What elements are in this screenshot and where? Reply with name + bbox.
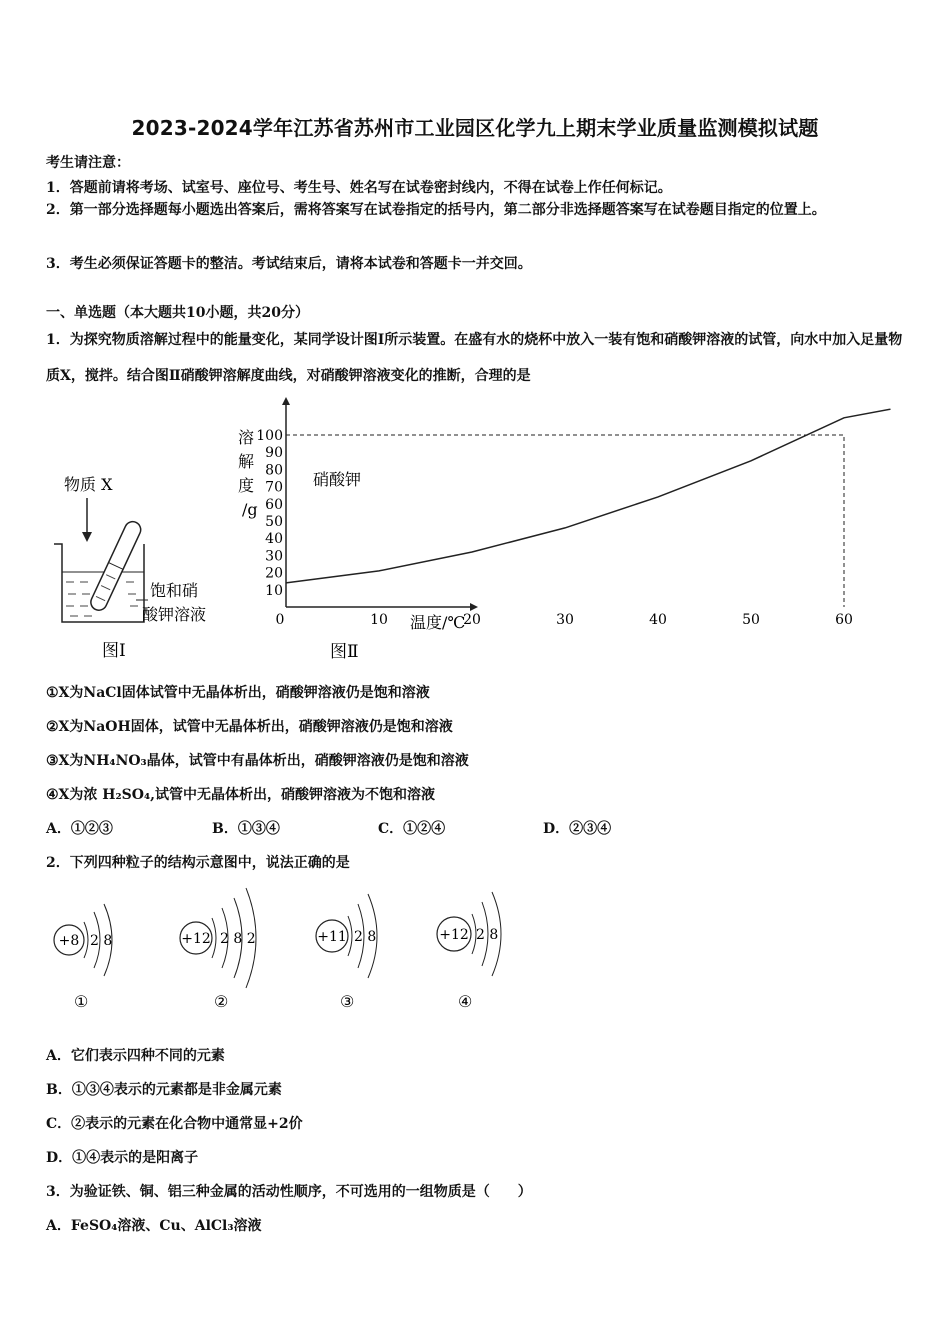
- guide-line-60-100: [286, 435, 844, 607]
- particle-2-shells: 2 8 2: [220, 931, 256, 947]
- particle-3-label: ③: [340, 992, 355, 1011]
- q1-option-a[interactable]: A．①②③: [46, 821, 113, 837]
- solution-label-line2: 酸钾溶液: [142, 605, 207, 624]
- figure-2-caption: 图Ⅱ: [330, 642, 359, 662]
- q2-option-d[interactable]: D．①④表示的是阳离子: [46, 1150, 199, 1166]
- y-axis-label-char: 解: [238, 452, 255, 471]
- figure-1-apparatus: [40, 460, 240, 660]
- y-tick-label: 80: [265, 462, 283, 479]
- particle-4: [437, 892, 501, 1011]
- x-axis-label: 温度/℃: [410, 613, 466, 632]
- notice-heading: 考生请注意：: [46, 155, 130, 171]
- page-title: 2023-2024学年江苏省苏州市工业园区化学九上期末学业质量监测模拟试题: [131, 116, 819, 140]
- q1-option-b[interactable]: B．①③④: [212, 821, 280, 837]
- y-tick-label: 60: [265, 496, 283, 513]
- particle-3: [316, 894, 377, 1011]
- curve-label: 硝酸钾: [313, 470, 362, 489]
- q2-option-a[interactable]: A．它们表示四种不同的元素: [46, 1048, 225, 1064]
- notice-item-3: 3．考生必须保证答题卡的整洁。考试结束后，请将本试卷和答题卡一并交回。: [46, 256, 532, 272]
- solubility-chart: [230, 395, 853, 663]
- particle-4-nucleus: +12: [439, 927, 469, 943]
- q1-option-d[interactable]: D．②③④: [543, 821, 612, 837]
- y-tick-label: 90: [265, 445, 283, 462]
- particle-1: [54, 904, 112, 1011]
- particle-4-label: ④: [458, 992, 473, 1011]
- y-tick-label: 50: [265, 514, 283, 530]
- particle-3-shells: 2 8: [354, 929, 377, 945]
- particle-2-label: ②: [214, 992, 229, 1011]
- y-axis-arrow-icon: [282, 397, 290, 405]
- x-tick-label: 30: [556, 612, 574, 628]
- notice-item-2: 2．第一部分选择题每小题选出答案后，需将答案写在试卷指定的括号内，第二部分非选择题答案写在试卷题目指定的位置上。: [46, 202, 826, 218]
- q1-option-c[interactable]: C．①②④: [378, 821, 446, 837]
- y-tick-label: 70: [265, 479, 283, 496]
- y-tick-label: 10: [265, 582, 283, 599]
- q1-statement-1: ①X为NaCl固体试管中无晶体析出，硝酸钾溶液仍是饱和溶液: [46, 685, 430, 701]
- arrowhead-icon: [82, 532, 92, 542]
- figure-1-caption: 图Ⅰ: [102, 641, 126, 661]
- particle-1-label: ①: [74, 992, 89, 1011]
- particle-2: [180, 888, 256, 1011]
- x-tick-label: 50: [742, 612, 760, 628]
- x-tick-label: 0: [275, 612, 285, 628]
- particle-3-nucleus: +11: [317, 929, 347, 945]
- q1-stem: 1．为探究物质溶解过程中的能量变化，某同学设计图Ⅰ所示装置。在盛有水的烧杯中放入一装有饱和硝酸钾溶液的试管，向水中加入足量物质X，搅拌。结合图Ⅱ硝酸钾溶解度曲线，对硝酸钾溶液变化的推断，合理的是: [46, 332, 903, 384]
- y-tick-label: 40: [265, 531, 283, 548]
- test-tube-icon: [88, 519, 143, 613]
- y-axis-label-char: 度: [238, 476, 255, 495]
- q2-option-c[interactable]: C．②表示的元素在化合物中通常显+2价: [46, 1116, 303, 1132]
- q3-option-a[interactable]: A．FeSO₄溶液、Cu、AlCl₃溶液: [46, 1218, 262, 1234]
- particle-2-nucleus: +12: [181, 931, 211, 947]
- x-tick-label: 60: [835, 612, 853, 628]
- substance-x-label: 物质 X: [64, 475, 113, 494]
- notice-item-1: 1．答题前请将考场、试室号、座位号、考生号、姓名写在试卷密封线内，不得在试卷上作任何标记。: [46, 180, 672, 196]
- x-axis-arrow-icon: [470, 603, 478, 611]
- x-tick-label: 20: [463, 612, 481, 628]
- q1-statement-4: ④X为浓 H₂SO₄,试管中无晶体析出，硝酸钾溶液为不饱和溶液: [46, 787, 435, 803]
- q1-statement-2: ②X为NaOH固体，试管中无晶体析出，硝酸钾溶液仍是饱和溶液: [46, 719, 453, 735]
- y-tick-label: 30: [265, 548, 283, 565]
- q2-stem: 2．下列四种粒子的结构示意图中，说法正确的是: [46, 855, 350, 871]
- particle-diagrams: [40, 880, 520, 1020]
- particle-1-nucleus: +8: [58, 933, 80, 949]
- q2-option-b[interactable]: B．①③④表示的元素都是非金属元素: [46, 1082, 282, 1098]
- y-axis-label-char: /g: [242, 500, 258, 519]
- y-axis-label-char: 溶: [238, 428, 255, 447]
- solution-label-line1: 饱和硝: [150, 581, 199, 600]
- particle-4-shells: 2 8: [476, 927, 499, 943]
- q1-statement-3: ③X为NH₄NO₃晶体，试管中有晶体析出，硝酸钾溶液仍是饱和溶液: [46, 753, 469, 769]
- q3-stem: 3．为验证铁、铜、铝三种金属的活动性顺序，不可选用的一组物质是（ ）: [46, 1184, 532, 1200]
- x-tick-label: 10: [370, 612, 388, 628]
- x-tick-label: 40: [649, 612, 667, 628]
- section-heading: 一、单选题（本大题共10小题，共20分）: [46, 305, 309, 321]
- particle-1-shells: 2 8: [90, 933, 113, 949]
- y-tick-label: 20: [265, 565, 283, 582]
- y-tick-label: 100: [256, 428, 283, 444]
